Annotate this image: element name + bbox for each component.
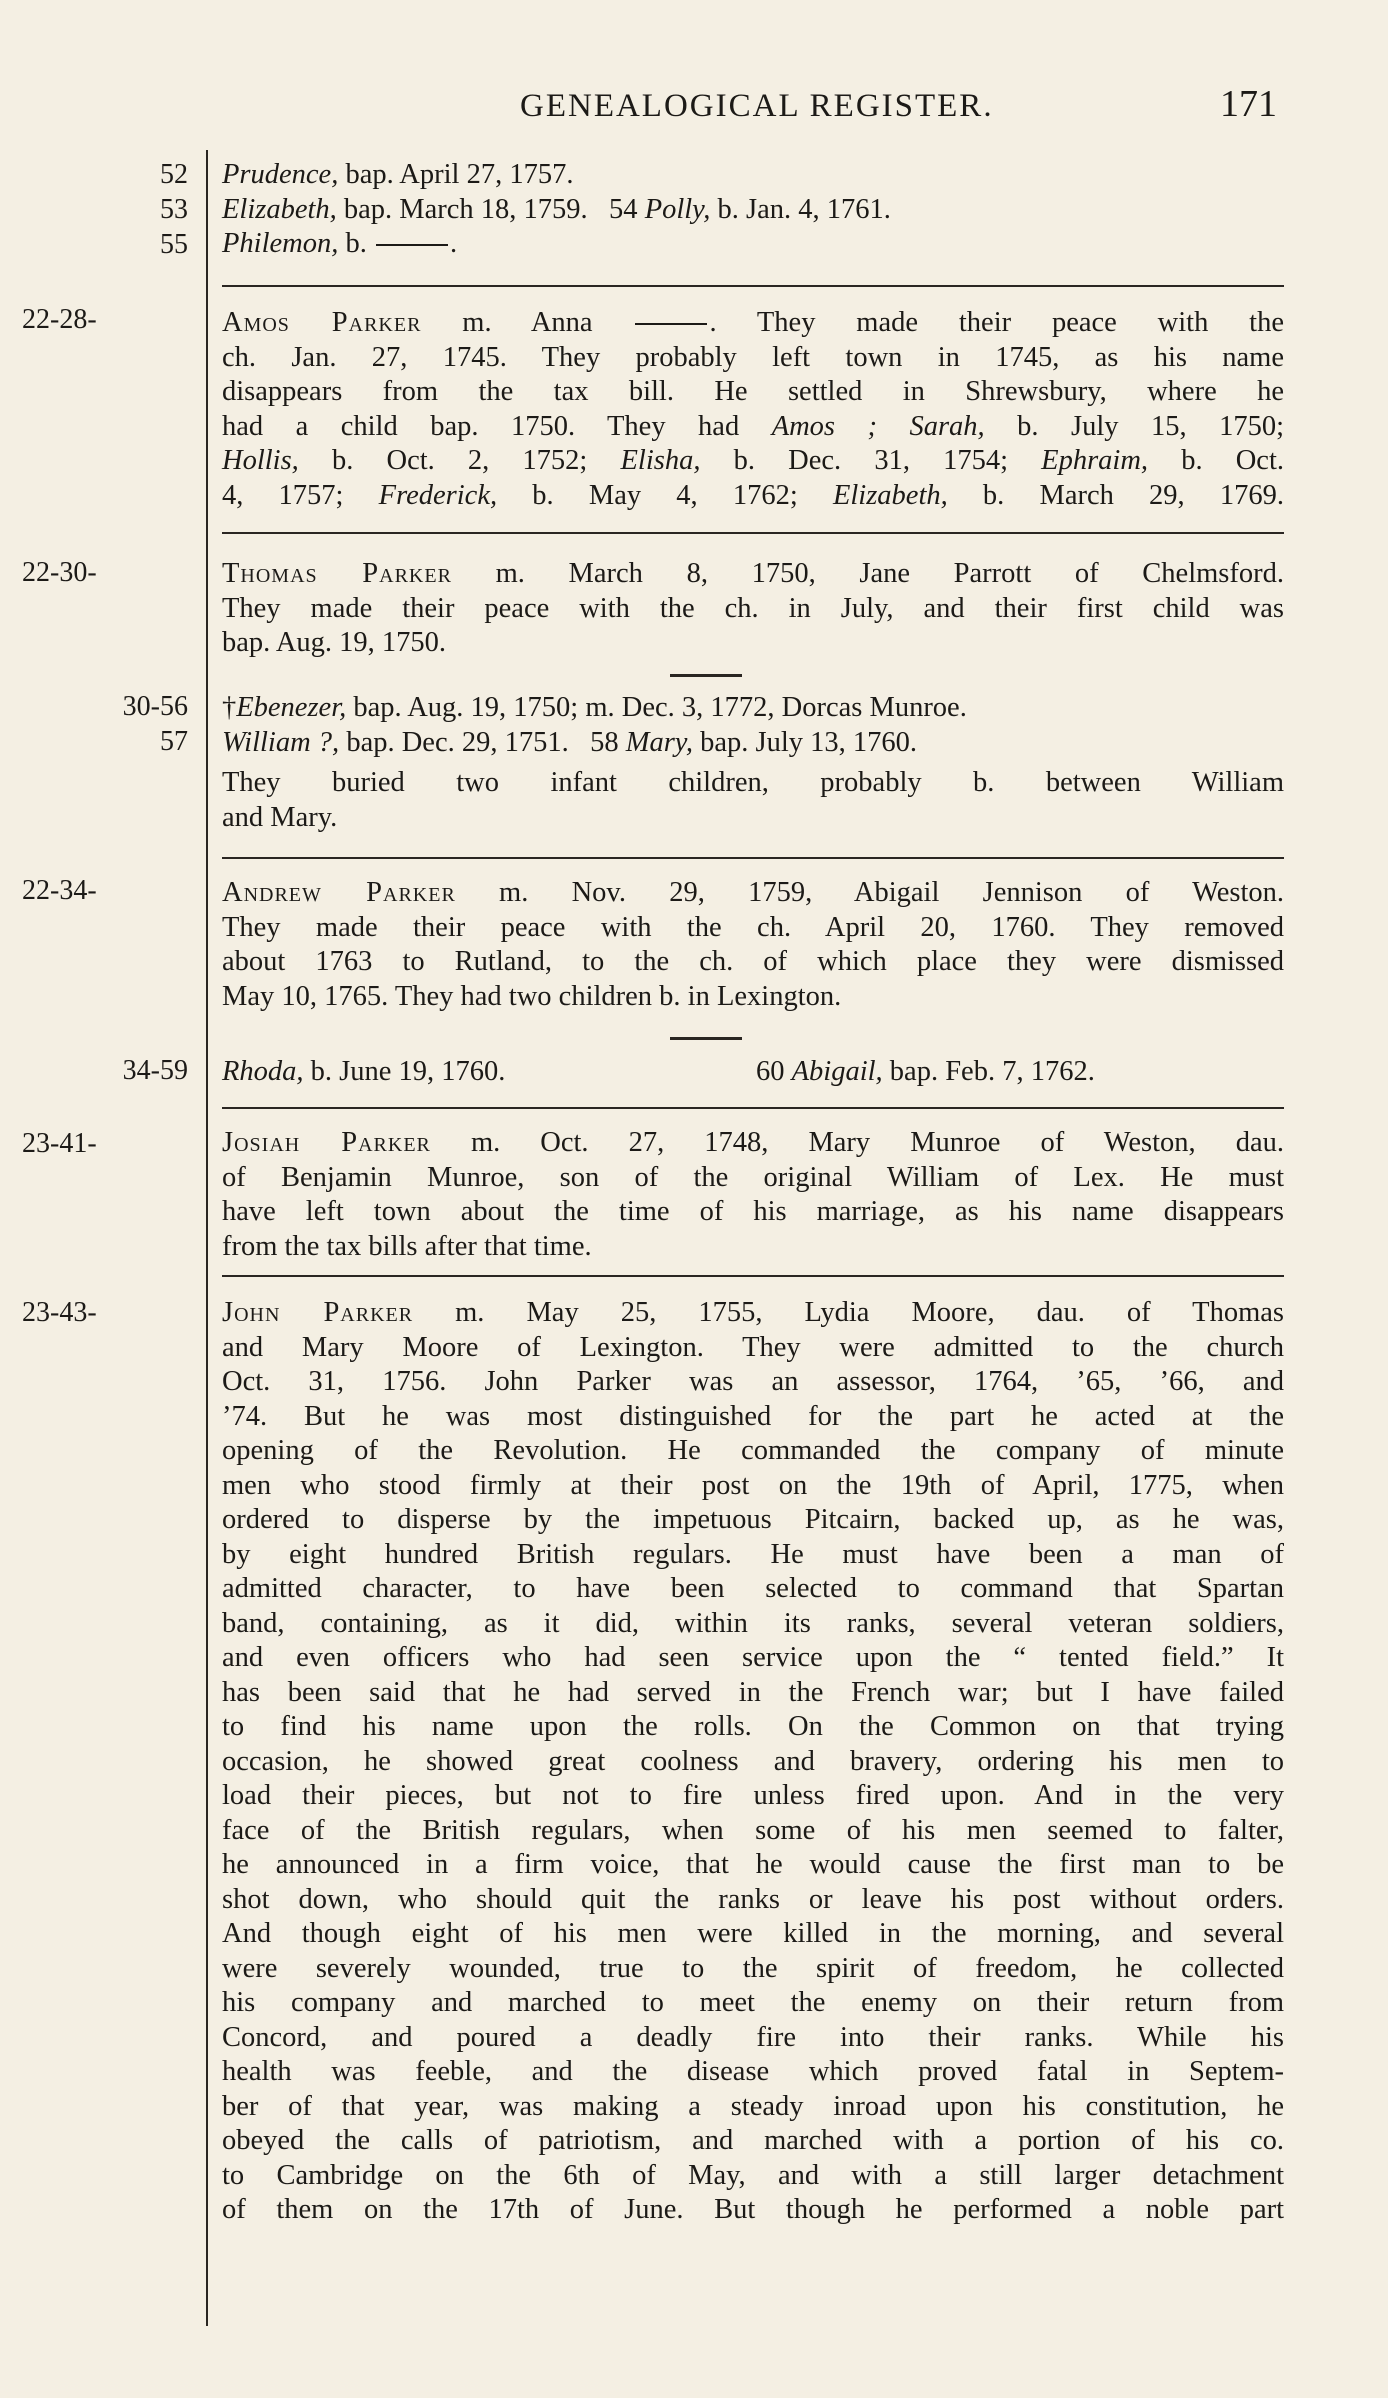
blank-dash [635,323,707,325]
entry-john-parker: John Parker m. May 25, 1755, Lydia Moore, dau. of Thomas and Mary Moore of Lexington. They were admitted to the church Oct. 31, 1756. John Parker was an assessor, 1764, ’65, ’66, and ’74. But he was most distinguished for the part he acted at the opening of the Revolution. He commanded the company of minute men who stood firmly at their post on the 19th of April, 1775, when ordered to disperse by the impetuous Pitcairn, backed up, as he was, by eight hundred British regulars. He must have been a man of admitted character, to have been selected to command that Spartan band, containing, as it did, within its ranks, several veteran soldiers, and even officers who had seen service upon the “ tented field.” It has been said that he had served in the French war; but I have failed to find his name upon the rolls. On the Common on that trying occasion, he showed great coolness and bravery, ordering his men to load their pieces, but not to fire unless fired upon. And in the very face of the British regulars, when some of his men seemed to falter, he announced in a firm voice, that he would cause the first man to be shot down, who should quit the ranks or leave his post without orders. And though eight of his men were killed in the morning, and several were severely wounded, true to the spirit of freedom, he collected his company and marched to meet the enemy on their return from Concord, and poured a deadly fire into their ranks. While his health was feeble, and the disease which proved fatal in Septem- ber of that year, was making a steady inroad upon his constitution, he obeyed the calls of patriotism, and marched with a portion of his co. to Cambridge on the 6th of May, and with a still larger detachment of them on the 17th of June. But though he performed a noble part [222,1297,1284,2225]
entry-josiah-parker: Josiah Parker m. Oct. 27, 1748, Mary Munroe of Weston, dau. of Benjamin Munroe, son of the original William of Lex. He must have left town about the time of his marriage, as his name disappears from the tax bills after that time. [222,1127,1284,1262]
child-name: Prudence, [222,159,339,190]
margin-id: 34-59 [122,1055,188,1086]
section-divider [222,1107,1284,1109]
section-divider [222,1275,1284,1277]
children-list-2: †Ebenezer, bap. Aug. 19, 1750; m. Dec. 3, 1772, Dorcas Munroe. William ?, bap. Dec. 29, 1751. 58 Mary, bap. July 13, 1760. They buried two infant children, probably b. between William and Mary. [222,692,1284,833]
margin-id: 52 [160,159,188,190]
child-entry: Philemon, b. . [222,228,458,259]
margin-rule [206,150,208,2326]
blank-dash [376,244,448,246]
margin-id: 23-43- [22,1297,97,1328]
margin-id: 30-56 [122,691,188,722]
page-number: 171 [1220,83,1277,125]
child-entry: Prudence, bap. April 27, 1757. [222,159,574,190]
person-name: Andrew Parker [222,877,456,908]
person-name: Amos Parker [222,307,422,338]
margin-id: 22-34- [22,875,97,906]
entry-amos-parker: Amos Parker m. Anna . They made their peace with the ch. Jan. 27, 1745. They probably left town in 1745, as his name disappears from the tax bill. He settled in Shrewsbury, where he had a child bap. 1750. They had Amos ; Sarah, b. July 15, 1750; Hollis, b. Oct. 2, 1752; Elisha, b. Dec. 31, 1754; Ephraim, b. Oct. 4, 1757; Frederick, b. May 4, 1762; Elizabeth, b. March 29, 1769. [222,307,1284,511]
margin-id: 22-30- [22,557,97,588]
running-title: GENEALOGICAL REGISTER. [520,88,994,124]
child-entry: William ?, bap. Dec. 29, 1751. 58 Mary, bap. July 13, 1760. [222,726,918,758]
person-name: John Parker [222,1297,414,1328]
children-list-1 [222,158,1284,262]
child-entry: †Ebenezer, bap. Aug. 19, 1750; m. Dec. 3, 1772, Dorcas Munroe. [222,692,967,723]
entry-andrew-parker: Andrew Parker m. Nov. 29, 1759, Abigail Jennison of Weston. They made their peace with the ch. April 20, 1760. They removed about 1763 to Rutland, to the ch. of which place they were dismissed May 10, 1765. They had two children b. in Lexington. [222,877,1284,1012]
person-name: Thomas Parker [222,558,452,589]
child-name: Polly, [644,193,711,225]
children-list-3 [222,1055,1284,1090]
section-divider [222,532,1284,534]
margin-id: 55 [160,229,188,260]
short-divider [670,1037,742,1040]
section-divider [222,857,1284,859]
page-header [220,78,1285,138]
margin-id: 57 [160,726,188,757]
child-name: Elizabeth, [222,193,337,225]
section-divider [222,285,1284,287]
child-name: Philemon, [222,228,339,259]
person-name: Josiah Parker [222,1127,431,1158]
margin-id: 22-28- [22,304,97,335]
margin-id: 23-41- [22,1128,97,1159]
child-entry: Rhoda, b. June 19, 1760. 60 Abigail, bap. Feb. 7, 1762. [222,1056,1095,1087]
entry-thomas-parker: Thomas Parker m. March 8, 1750, Jane Parrott of Chelmsford. They made their peace with the ch. in July, and their first child was bap. Aug. 19, 1750. [222,558,1284,658]
child-entry: Elizabeth, bap. March 18, 1759. 54 Polly, b. Jan. 4, 1761. [222,193,891,225]
margin-id: 53 [160,194,188,225]
short-divider [670,674,742,677]
